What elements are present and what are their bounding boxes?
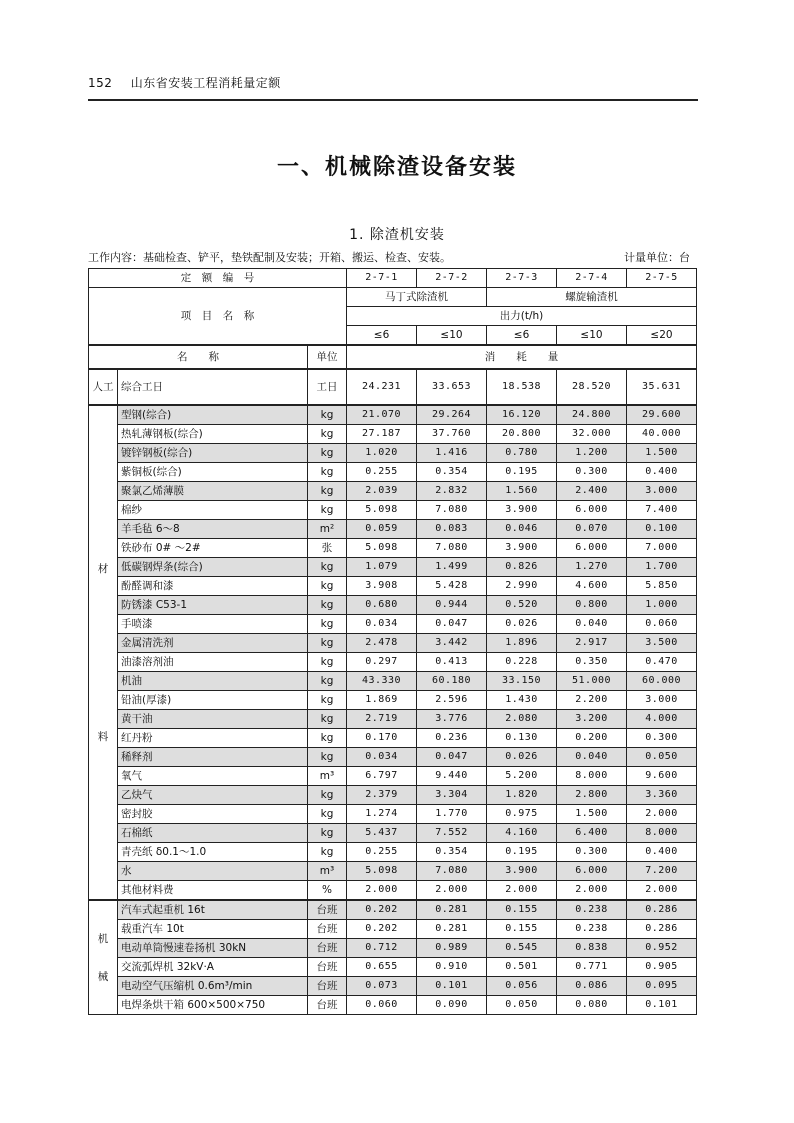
- machines-name: 电动空气压缩机 0.6m³/min: [118, 977, 308, 996]
- materials-value: 4.160: [487, 824, 557, 843]
- materials-unit: kg: [308, 444, 347, 463]
- materials-value: 40.000: [627, 425, 697, 444]
- machines-value: 0.238: [557, 900, 627, 920]
- group-header-martin: 马丁式除渣机: [347, 288, 487, 307]
- materials-value: 0.195: [487, 843, 557, 862]
- materials-value: 20.800: [487, 425, 557, 444]
- materials-value: 0.034: [347, 748, 417, 767]
- table-row: [89, 634, 697, 653]
- machines-name: 电焊条烘干箱 600×500×750: [118, 996, 308, 1015]
- table-row: [89, 958, 697, 977]
- machines-value: 0.090: [417, 996, 487, 1015]
- materials-value: 0.026: [487, 615, 557, 634]
- work-content-line: [88, 249, 698, 265]
- materials-value: 1.020: [347, 444, 417, 463]
- machines-value: 0.910: [417, 958, 487, 977]
- machines-value: 0.286: [627, 900, 697, 920]
- materials-value: 0.026: [487, 748, 557, 767]
- materials-value: 0.680: [347, 596, 417, 615]
- quota-code: 2-7-5: [627, 269, 697, 288]
- table-row: [89, 463, 697, 482]
- materials-value: 7.080: [417, 539, 487, 558]
- materials-value: 0.083: [417, 520, 487, 539]
- materials-category-char: 材: [97, 562, 109, 575]
- materials-value: 2.596: [417, 691, 487, 710]
- materials-value: 0.470: [627, 653, 697, 672]
- materials-name: 热轧薄钢板(综合): [118, 425, 308, 444]
- materials-name: 棉纱: [118, 501, 308, 520]
- machines-value: 0.101: [627, 996, 697, 1015]
- materials-name: 黄干油: [118, 710, 308, 729]
- materials-value: 0.800: [557, 596, 627, 615]
- materials-unit: kg: [308, 843, 347, 862]
- table-row: [89, 501, 697, 520]
- materials-value: 3.000: [627, 691, 697, 710]
- machines-name: 交流弧焊机 32kV·A: [118, 958, 308, 977]
- materials-value: 2.000: [347, 881, 417, 901]
- materials-unit: 张: [308, 539, 347, 558]
- materials-name: 稀释剂: [118, 748, 308, 767]
- materials-name: 红丹粉: [118, 729, 308, 748]
- materials-name: 聚氯乙烯薄膜: [118, 482, 308, 501]
- machines-value: 0.771: [557, 958, 627, 977]
- table-row: [89, 482, 697, 501]
- materials-value: 1.770: [417, 805, 487, 824]
- materials-name: 石棉纸: [118, 824, 308, 843]
- materials-value: 0.236: [417, 729, 487, 748]
- materials-unit: kg: [308, 805, 347, 824]
- materials-value: 1.274: [347, 805, 417, 824]
- materials-value: 3.900: [487, 539, 557, 558]
- table-row: [89, 748, 697, 767]
- materials-unit: kg: [308, 577, 347, 596]
- materials-unit: kg: [308, 405, 347, 425]
- measurement-unit: 计量单位：台: [624, 251, 690, 264]
- materials-unit: kg: [308, 786, 347, 805]
- materials-category-char: 料: [97, 730, 109, 743]
- table-row: [89, 805, 697, 824]
- materials-value: 0.300: [557, 843, 627, 862]
- materials-unit: kg: [308, 596, 347, 615]
- labor-unit: 工日: [308, 369, 347, 405]
- materials-name: 金属清洗剂: [118, 634, 308, 653]
- labor-name: 综合工日: [118, 369, 308, 405]
- item-name-label: 项 目 名 称: [89, 288, 347, 346]
- materials-value: 7.400: [627, 501, 697, 520]
- materials-value: 4.000: [627, 710, 697, 729]
- materials-value: 0.255: [347, 843, 417, 862]
- materials-value: 2.000: [627, 881, 697, 901]
- materials-value: 0.047: [417, 748, 487, 767]
- materials-value: 0.040: [557, 615, 627, 634]
- materials-value: 0.040: [557, 748, 627, 767]
- materials-value: 37.760: [417, 425, 487, 444]
- work-content: 工作内容：基础检查、铲平，垫铁配制及安装；开箱、搬运、检查、安装。: [88, 251, 451, 264]
- table-row: [89, 767, 697, 786]
- capacity: ≤6: [487, 326, 557, 346]
- materials-value: 1.500: [557, 805, 627, 824]
- materials-value: 6.400: [557, 824, 627, 843]
- machines-value: 0.095: [627, 977, 697, 996]
- labor-value: 33.653: [417, 369, 487, 405]
- materials-name: 镀锌钢板(综合): [118, 444, 308, 463]
- materials-value: 5.098: [347, 862, 417, 881]
- materials-value: 7.200: [627, 862, 697, 881]
- materials-value: 0.350: [557, 653, 627, 672]
- materials-value: 0.195: [487, 463, 557, 482]
- materials-name: 铅油(厚漆): [118, 691, 308, 710]
- materials-value: 1.499: [417, 558, 487, 577]
- materials-value: 6.000: [557, 501, 627, 520]
- page-number: 152: [88, 76, 113, 90]
- materials-value: 0.975: [487, 805, 557, 824]
- machines-value: 0.905: [627, 958, 697, 977]
- materials-value: 5.098: [347, 501, 417, 520]
- materials-unit: kg: [308, 672, 347, 691]
- quota-code: 2-7-1: [347, 269, 417, 288]
- materials-name: 铁砂布 0# ～2#: [118, 539, 308, 558]
- materials-value: 1.560: [487, 482, 557, 501]
- labor-value: 24.231: [347, 369, 417, 405]
- materials-value: 3.304: [417, 786, 487, 805]
- materials-value: 0.200: [557, 729, 627, 748]
- materials-value: 7.552: [417, 824, 487, 843]
- materials-value: 5.098: [347, 539, 417, 558]
- machines-value: 0.238: [557, 920, 627, 939]
- machines-unit: 台班: [308, 939, 347, 958]
- materials-unit: %: [308, 881, 347, 901]
- materials-value: 0.944: [417, 596, 487, 615]
- materials-value: 1.820: [487, 786, 557, 805]
- materials-value: 0.170: [347, 729, 417, 748]
- materials-value: 2.200: [557, 691, 627, 710]
- quota-code: 2-7-2: [417, 269, 487, 288]
- materials-value: 3.442: [417, 634, 487, 653]
- materials-value: 1.200: [557, 444, 627, 463]
- machines-category: [89, 900, 118, 1015]
- materials-value: 29.600: [627, 405, 697, 425]
- materials-name: 水: [118, 862, 308, 881]
- machines-value: 0.155: [487, 920, 557, 939]
- capacity: ≤6: [347, 326, 417, 346]
- materials-value: 4.600: [557, 577, 627, 596]
- capacity: ≤10: [417, 326, 487, 346]
- machines-value: 0.101: [417, 977, 487, 996]
- materials-value: 32.000: [557, 425, 627, 444]
- materials-value: 0.060: [627, 615, 697, 634]
- machines-category-char: 机: [97, 932, 109, 945]
- materials-value: 3.500: [627, 634, 697, 653]
- machines-value: 0.073: [347, 977, 417, 996]
- unit-column-header: 单位: [308, 345, 347, 369]
- materials-value: 3.000: [627, 482, 697, 501]
- materials-value: 1.079: [347, 558, 417, 577]
- materials-value: 27.187: [347, 425, 417, 444]
- table-row: [89, 596, 697, 615]
- materials-unit: kg: [308, 482, 347, 501]
- materials-value: 2.990: [487, 577, 557, 596]
- materials-value: 0.300: [557, 463, 627, 482]
- materials-value: 6.797: [347, 767, 417, 786]
- materials-value: 3.900: [487, 862, 557, 881]
- materials-name: 青壳纸 δ0.1～1.0: [118, 843, 308, 862]
- materials-value: 0.047: [417, 615, 487, 634]
- machines-value: 0.712: [347, 939, 417, 958]
- materials-value: 2.000: [417, 881, 487, 901]
- machines-name: 载重汽车 10t: [118, 920, 308, 939]
- materials-value: 0.050: [627, 748, 697, 767]
- materials-value: 0.354: [417, 843, 487, 862]
- materials-value: 21.070: [347, 405, 417, 425]
- materials-unit: kg: [308, 463, 347, 482]
- materials-value: 24.800: [557, 405, 627, 425]
- materials-value: 0.255: [347, 463, 417, 482]
- materials-name: 油漆溶剂油: [118, 653, 308, 672]
- materials-unit: m²: [308, 520, 347, 539]
- header-divider: [88, 99, 698, 101]
- table-row: [89, 881, 697, 901]
- machines-value: 0.202: [347, 920, 417, 939]
- materials-unit: m³: [308, 767, 347, 786]
- machines-value: 0.655: [347, 958, 417, 977]
- materials-value: 0.130: [487, 729, 557, 748]
- table-row: [89, 996, 697, 1015]
- materials-value: 51.000: [557, 672, 627, 691]
- materials-value: 2.917: [557, 634, 627, 653]
- materials-value: 1.416: [417, 444, 487, 463]
- materials-value: 3.200: [557, 710, 627, 729]
- materials-value: 9.600: [627, 767, 697, 786]
- table-row: [89, 405, 697, 425]
- materials-value: 3.360: [627, 786, 697, 805]
- materials-value: 2.000: [487, 881, 557, 901]
- machines-value: 0.281: [417, 900, 487, 920]
- machines-unit: 台班: [308, 977, 347, 996]
- materials-name: 酚醛调和漆: [118, 577, 308, 596]
- table-row: [89, 672, 697, 691]
- materials-value: 60.000: [627, 672, 697, 691]
- table-row: [89, 444, 697, 463]
- machines-unit: 台班: [308, 920, 347, 939]
- materials-value: 2.000: [557, 881, 627, 901]
- table-row: [89, 615, 697, 634]
- materials-value: 0.780: [487, 444, 557, 463]
- materials-value: 1.500: [627, 444, 697, 463]
- materials-value: 5.200: [487, 767, 557, 786]
- materials-unit: kg: [308, 824, 347, 843]
- machines-value: 0.952: [627, 939, 697, 958]
- materials-name: 密封胶: [118, 805, 308, 824]
- book-title: 山东省安装工程消耗量定额: [130, 76, 281, 90]
- materials-value: 2.719: [347, 710, 417, 729]
- materials-unit: kg: [308, 501, 347, 520]
- machines-unit: 台班: [308, 900, 347, 920]
- table-row: [89, 843, 697, 862]
- materials-value: 0.297: [347, 653, 417, 672]
- table-row: [89, 939, 697, 958]
- section-title: 一、机械除渣设备安装: [276, 155, 517, 180]
- materials-value: 0.228: [487, 653, 557, 672]
- materials-value: 0.520: [487, 596, 557, 615]
- consumption-header: 消 耗 量: [347, 345, 697, 369]
- materials-name: 乙炔气: [118, 786, 308, 805]
- materials-value: 43.330: [347, 672, 417, 691]
- materials-value: 0.400: [627, 843, 697, 862]
- machines-name: 电动单筒慢速卷扬机 30kN: [118, 939, 308, 958]
- machines-value: 0.086: [557, 977, 627, 996]
- table-row: [89, 710, 697, 729]
- materials-value: 7.080: [417, 862, 487, 881]
- materials-value: 2.800: [557, 786, 627, 805]
- table-row: [89, 920, 697, 939]
- table-row: [89, 862, 697, 881]
- materials-name: 氧气: [118, 767, 308, 786]
- name-column-header: 名 称: [89, 345, 308, 369]
- materials-value: 0.034: [347, 615, 417, 634]
- materials-name: 其他材料费: [118, 881, 308, 901]
- materials-value: 2.080: [487, 710, 557, 729]
- materials-unit: kg: [308, 691, 347, 710]
- materials-value: 3.908: [347, 577, 417, 596]
- materials-value: 3.776: [417, 710, 487, 729]
- machines-value: 0.989: [417, 939, 487, 958]
- subsection-title: 1. 除渣机安装: [349, 227, 445, 243]
- labor-value: 28.520: [557, 369, 627, 405]
- materials-value: 2.832: [417, 482, 487, 501]
- machines-unit: 台班: [308, 958, 347, 977]
- materials-value: 2.039: [347, 482, 417, 501]
- capacity: ≤20: [627, 326, 697, 346]
- materials-value: 60.180: [417, 672, 487, 691]
- capacity: ≤10: [557, 326, 627, 346]
- materials-value: 0.400: [627, 463, 697, 482]
- materials-value: 6.000: [557, 539, 627, 558]
- materials-value: 1.869: [347, 691, 417, 710]
- materials-unit: kg: [308, 615, 347, 634]
- table-row: [89, 520, 697, 539]
- quota-code: 2-7-3: [487, 269, 557, 288]
- output-label: 出力(t/h): [347, 307, 697, 326]
- materials-value: 0.413: [417, 653, 487, 672]
- machines-name: 汽车式起重机 16t: [118, 900, 308, 920]
- materials-value: 1.000: [627, 596, 697, 615]
- materials-value: 33.150: [487, 672, 557, 691]
- materials-value: 7.000: [627, 539, 697, 558]
- labor-value: 18.538: [487, 369, 557, 405]
- materials-value: 0.059: [347, 520, 417, 539]
- materials-name: 羊毛毡 6～8: [118, 520, 308, 539]
- materials-value: 1.430: [487, 691, 557, 710]
- materials-value: 5.428: [417, 577, 487, 596]
- machines-value: 0.080: [557, 996, 627, 1015]
- materials-name: 防锈漆 C53-1: [118, 596, 308, 615]
- materials-value: 8.000: [557, 767, 627, 786]
- materials-value: 0.070: [557, 520, 627, 539]
- materials-value: 0.826: [487, 558, 557, 577]
- materials-value: 3.900: [487, 501, 557, 520]
- machines-unit: 台班: [308, 996, 347, 1015]
- table-row: [89, 539, 697, 558]
- materials-value: 7.080: [417, 501, 487, 520]
- materials-category: [89, 405, 118, 900]
- materials-value: 0.100: [627, 520, 697, 539]
- materials-value: 0.300: [627, 729, 697, 748]
- table-row: [89, 977, 697, 996]
- materials-value: 8.000: [627, 824, 697, 843]
- table-row: [89, 558, 697, 577]
- materials-value: 2.400: [557, 482, 627, 501]
- machines-value: 0.060: [347, 996, 417, 1015]
- machines-value: 0.281: [417, 920, 487, 939]
- table-row: [89, 824, 697, 843]
- materials-value: 5.850: [627, 577, 697, 596]
- machines-value: 0.056: [487, 977, 557, 996]
- materials-value: 2.000: [627, 805, 697, 824]
- materials-name: 紫铜板(综合): [118, 463, 308, 482]
- materials-unit: m³: [308, 862, 347, 881]
- materials-value: 0.354: [417, 463, 487, 482]
- materials-value: 2.379: [347, 786, 417, 805]
- materials-value: 1.270: [557, 558, 627, 577]
- machines-value: 0.545: [487, 939, 557, 958]
- table-row: [89, 653, 697, 672]
- table-row: [89, 425, 697, 444]
- quota-code-label: 定 额 编 号: [89, 269, 347, 288]
- materials-unit: kg: [308, 653, 347, 672]
- table-row: [89, 691, 697, 710]
- labor-value: 35.631: [627, 369, 697, 405]
- materials-unit: kg: [308, 634, 347, 653]
- materials-value: 16.120: [487, 405, 557, 425]
- quota-table: [88, 268, 697, 1015]
- machines-value: 0.202: [347, 900, 417, 920]
- labor-category: 人工: [89, 369, 118, 405]
- materials-value: 1.700: [627, 558, 697, 577]
- materials-value: 5.437: [347, 824, 417, 843]
- materials-name: 手喷漆: [118, 615, 308, 634]
- table-row: [89, 729, 697, 748]
- materials-unit: kg: [308, 748, 347, 767]
- machines-value: 0.155: [487, 900, 557, 920]
- materials-unit: kg: [308, 710, 347, 729]
- group-header-screw: 螺旋输渣机: [487, 288, 697, 307]
- table-row: [89, 577, 697, 596]
- table-row: [89, 900, 697, 920]
- materials-unit: kg: [308, 729, 347, 748]
- machines-value: 0.838: [557, 939, 627, 958]
- materials-value: 1.896: [487, 634, 557, 653]
- materials-unit: kg: [308, 558, 347, 577]
- page-header: [88, 74, 698, 94]
- materials-value: 6.000: [557, 862, 627, 881]
- materials-unit: kg: [308, 425, 347, 444]
- materials-name: 型钢(综合): [118, 405, 308, 425]
- quota-code: 2-7-4: [557, 269, 627, 288]
- machines-value: 0.286: [627, 920, 697, 939]
- materials-value: 29.264: [417, 405, 487, 425]
- machines-value: 0.501: [487, 958, 557, 977]
- table-row: [89, 786, 697, 805]
- machines-value: 0.050: [487, 996, 557, 1015]
- materials-name: 低碳钢焊条(综合): [118, 558, 308, 577]
- materials-value: 9.440: [417, 767, 487, 786]
- machines-category-char: 械: [97, 970, 109, 983]
- materials-value: 2.478: [347, 634, 417, 653]
- materials-value: 0.046: [487, 520, 557, 539]
- materials-name: 机油: [118, 672, 308, 691]
